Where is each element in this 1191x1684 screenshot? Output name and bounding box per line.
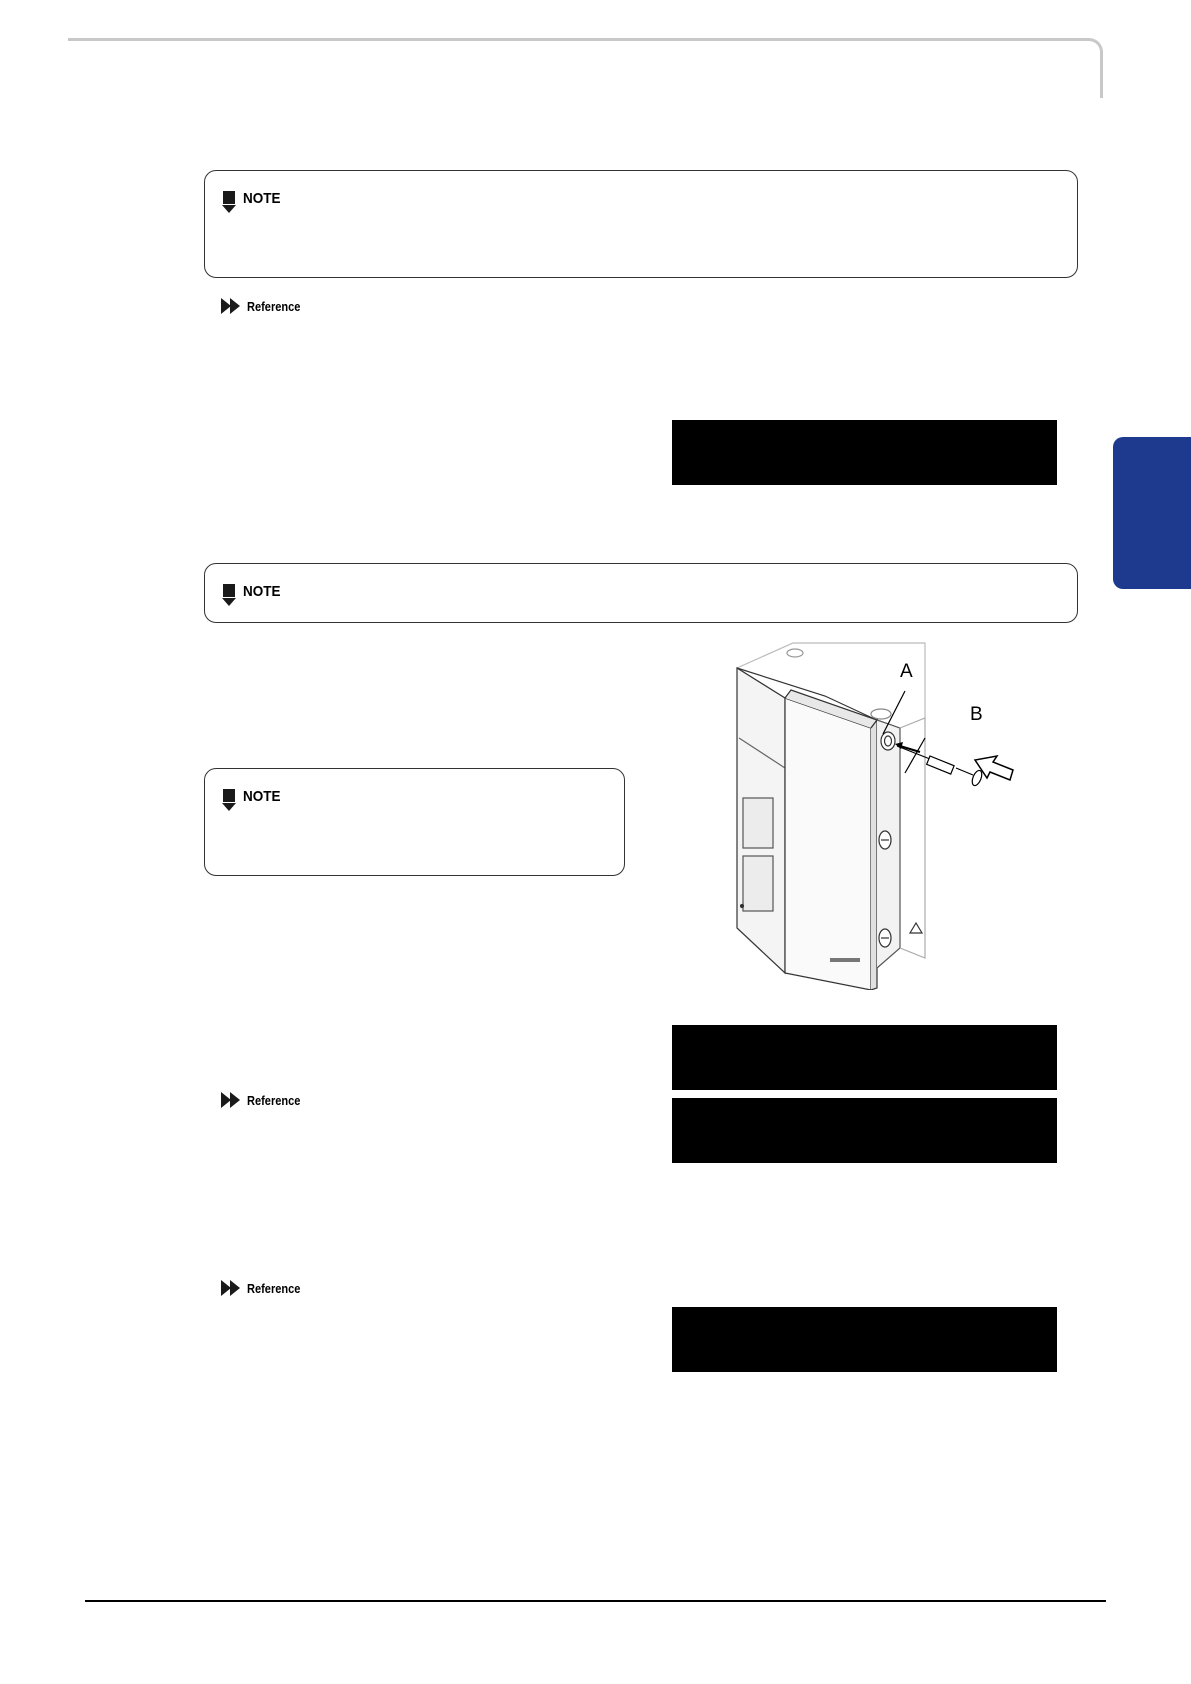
note-label: NOTE bbox=[243, 190, 281, 207]
note-label: NOTE bbox=[243, 583, 281, 600]
reference-label: Reference bbox=[247, 298, 301, 314]
reference-marker bbox=[221, 298, 310, 314]
lcd-line-2: Enter to Start bbox=[674, 1468, 1000, 1499]
note-icon bbox=[222, 789, 236, 811]
footer-rule bbox=[85, 1600, 1106, 1602]
note-icon bbox=[222, 191, 236, 213]
chapter-tab bbox=[1113, 437, 1191, 589]
figure-label-b: B bbox=[970, 704, 983, 725]
note-box bbox=[204, 170, 1078, 278]
gas-sensor-injection-illustration bbox=[725, 638, 1015, 990]
reference-label: Reference bbox=[247, 1280, 301, 1296]
lcd-line-1: TEMPERATURE CHECK bbox=[674, 1372, 1070, 1403]
note-box bbox=[204, 768, 625, 876]
note-label: NOTE bbox=[243, 788, 281, 805]
double-arrow-icon bbox=[221, 1280, 241, 1296]
reference-marker bbox=[221, 1280, 310, 1296]
reference-marker bbox=[221, 1092, 310, 1108]
double-arrow-icon bbox=[221, 1092, 241, 1108]
figure-label-a: A bbox=[900, 661, 913, 682]
note-box bbox=[204, 563, 1078, 623]
lcd-line-2: Checking ... bbox=[674, 1186, 954, 1217]
lcd-line-2: SENSOR GOOD bbox=[674, 1259, 930, 1290]
lcd-display bbox=[672, 420, 1057, 516]
lcd-line-1: GAS SENSOR CHECK bbox=[674, 1163, 1047, 1194]
lcd-display bbox=[672, 1307, 1070, 1499]
reference-label: Reference bbox=[247, 1092, 301, 1108]
lcd-line-1: GAS SENSOR CHECK bbox=[674, 485, 1047, 516]
header-frame bbox=[68, 38, 1103, 98]
note-icon bbox=[222, 584, 236, 606]
double-arrow-icon bbox=[221, 298, 241, 314]
